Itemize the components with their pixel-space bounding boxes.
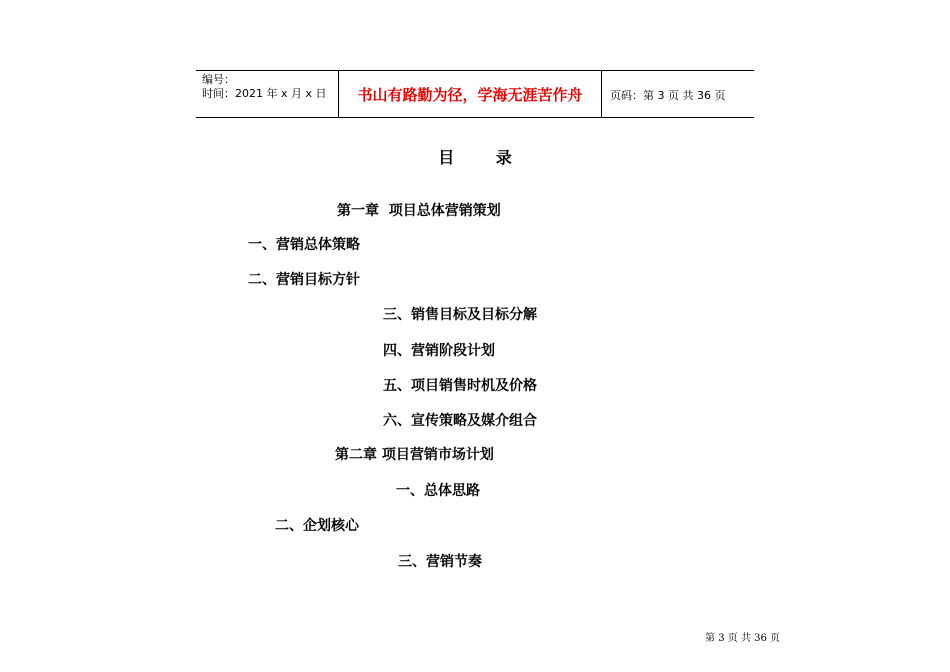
- toc-item: 六、宣传策略及媒介组合: [383, 413, 537, 429]
- toc-item: 三、营销节奏: [398, 554, 482, 570]
- toc-item: 一、营销总体策略: [248, 237, 360, 253]
- toc-chapter-1: 第一章 项目总体营销策划: [337, 203, 501, 219]
- toc-item: 五、项目销售时机及价格: [383, 378, 537, 394]
- header-motto: 书山有路勤为径，学海无涯苦作舟: [339, 71, 602, 117]
- header-meta-cell: [196, 71, 339, 117]
- header-page-info: 页码：第 3 页 共 36 页: [610, 89, 726, 102]
- toc-item: 二、营销目标方针: [248, 272, 360, 288]
- document-date: 时间：2021 年 x 月 x 日: [202, 87, 327, 100]
- toc-chapter-2: 第二章 项目营销市场计划: [335, 447, 494, 463]
- toc-item: 三、销售目标及目标分解: [383, 307, 537, 323]
- toc-item: 二、企划核心: [275, 518, 359, 534]
- document-header: [196, 70, 754, 118]
- document-number-label: 编号：: [202, 73, 235, 86]
- toc-item: 一、总体思路: [396, 483, 480, 499]
- page-footer: 第 3 页 共 36 页: [705, 633, 780, 644]
- toc-title: 目 录: [438, 148, 530, 167]
- toc-item: 四、营销阶段计划: [383, 343, 495, 359]
